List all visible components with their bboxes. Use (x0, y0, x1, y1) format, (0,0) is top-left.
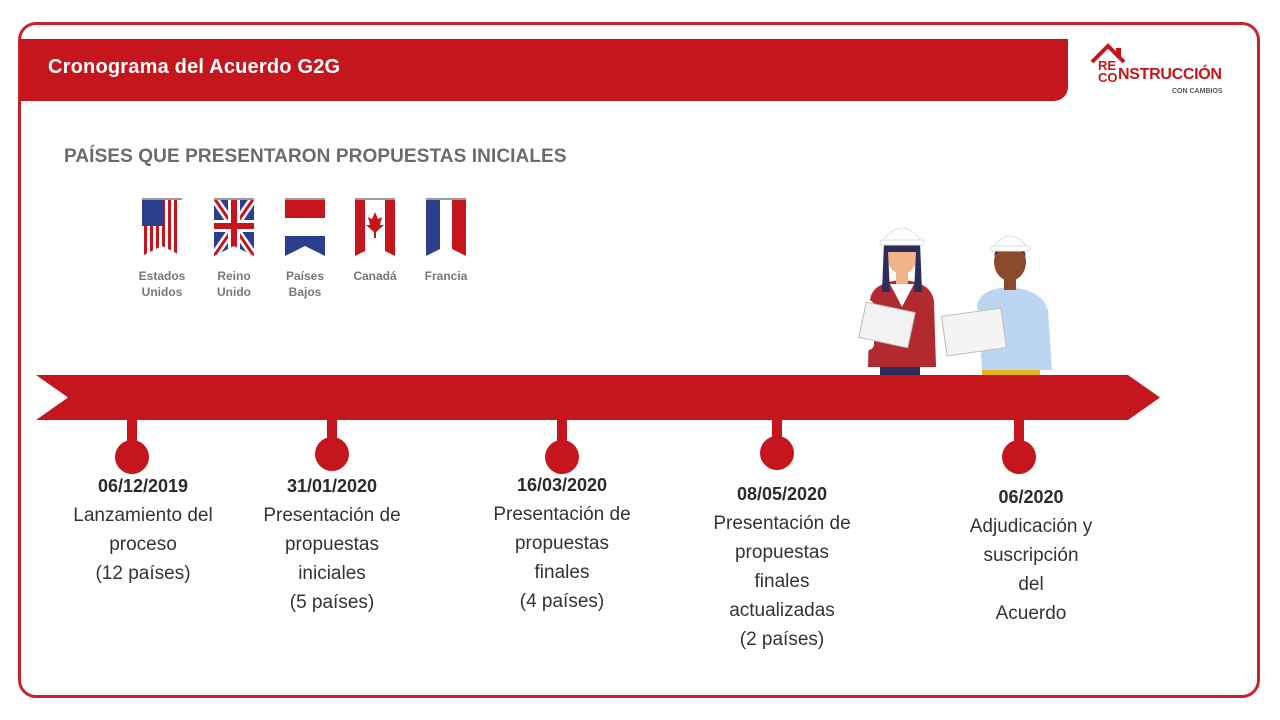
reconstruccion-logo (1088, 42, 1238, 104)
country-label: Francia (424, 269, 468, 283)
section-heading: PAÍSES QUE PRESENTARON PROPUESTAS INICIALES (64, 146, 567, 167)
milestone-stem (327, 418, 337, 438)
milestone-dot (1002, 440, 1036, 474)
page-title: Cronograma del Acuerdo G2G (48, 56, 341, 78)
country-label: Reino Unido (217, 269, 251, 299)
engineers-illustration (852, 212, 1062, 377)
france-flag-icon (426, 198, 466, 256)
logo-re-text: RE CO (1098, 58, 1118, 85)
event-description: Presentación de propuestas finales actualizadas (2 países) (713, 513, 851, 650)
event-date: 06/2020 (998, 487, 1064, 507)
event-date: 06/12/2019 (97, 476, 189, 496)
timeline-event (692, 480, 872, 654)
milestone-dot (115, 440, 149, 474)
timeline-event (242, 472, 422, 617)
milestone-dot (760, 436, 794, 470)
event-date: 08/05/2020 (736, 484, 828, 504)
country-label: Canadá (353, 269, 397, 283)
country-label: Países Bajos (285, 269, 325, 299)
netherlands-flag-icon (285, 198, 325, 256)
event-description: Adjudicación y suscripción del Acuerdo (969, 516, 1093, 624)
uk-flag-icon (214, 198, 254, 256)
us-flag-icon (142, 198, 182, 256)
timeline-arrow (36, 375, 1160, 420)
logo-main-text: NSTRUCCIÓN (1118, 66, 1222, 83)
country-uk (206, 198, 262, 300)
milestone-dot (545, 440, 579, 474)
country-canada (347, 198, 403, 284)
country-france (418, 198, 474, 284)
timeline-event (941, 483, 1121, 628)
logo-sub-text: CON CAMBIOS (1172, 88, 1223, 95)
event-date: 16/03/2020 (516, 475, 608, 495)
milestone-dot (315, 437, 349, 471)
timeline-event (53, 472, 233, 588)
event-description: Presentación de propuestas finales (4 países) (493, 504, 631, 612)
event-date: 31/01/2020 (286, 476, 378, 496)
canada-flag-icon (355, 198, 395, 256)
country-usa (134, 198, 190, 300)
event-description: Presentación de propuestas iniciales (5 países) (263, 505, 401, 613)
timeline-event (472, 471, 652, 616)
event-description: Lanzamiento del proceso (12 países) (73, 505, 213, 584)
country-netherlands (277, 198, 333, 300)
country-label: Estados Unidos (138, 269, 186, 299)
